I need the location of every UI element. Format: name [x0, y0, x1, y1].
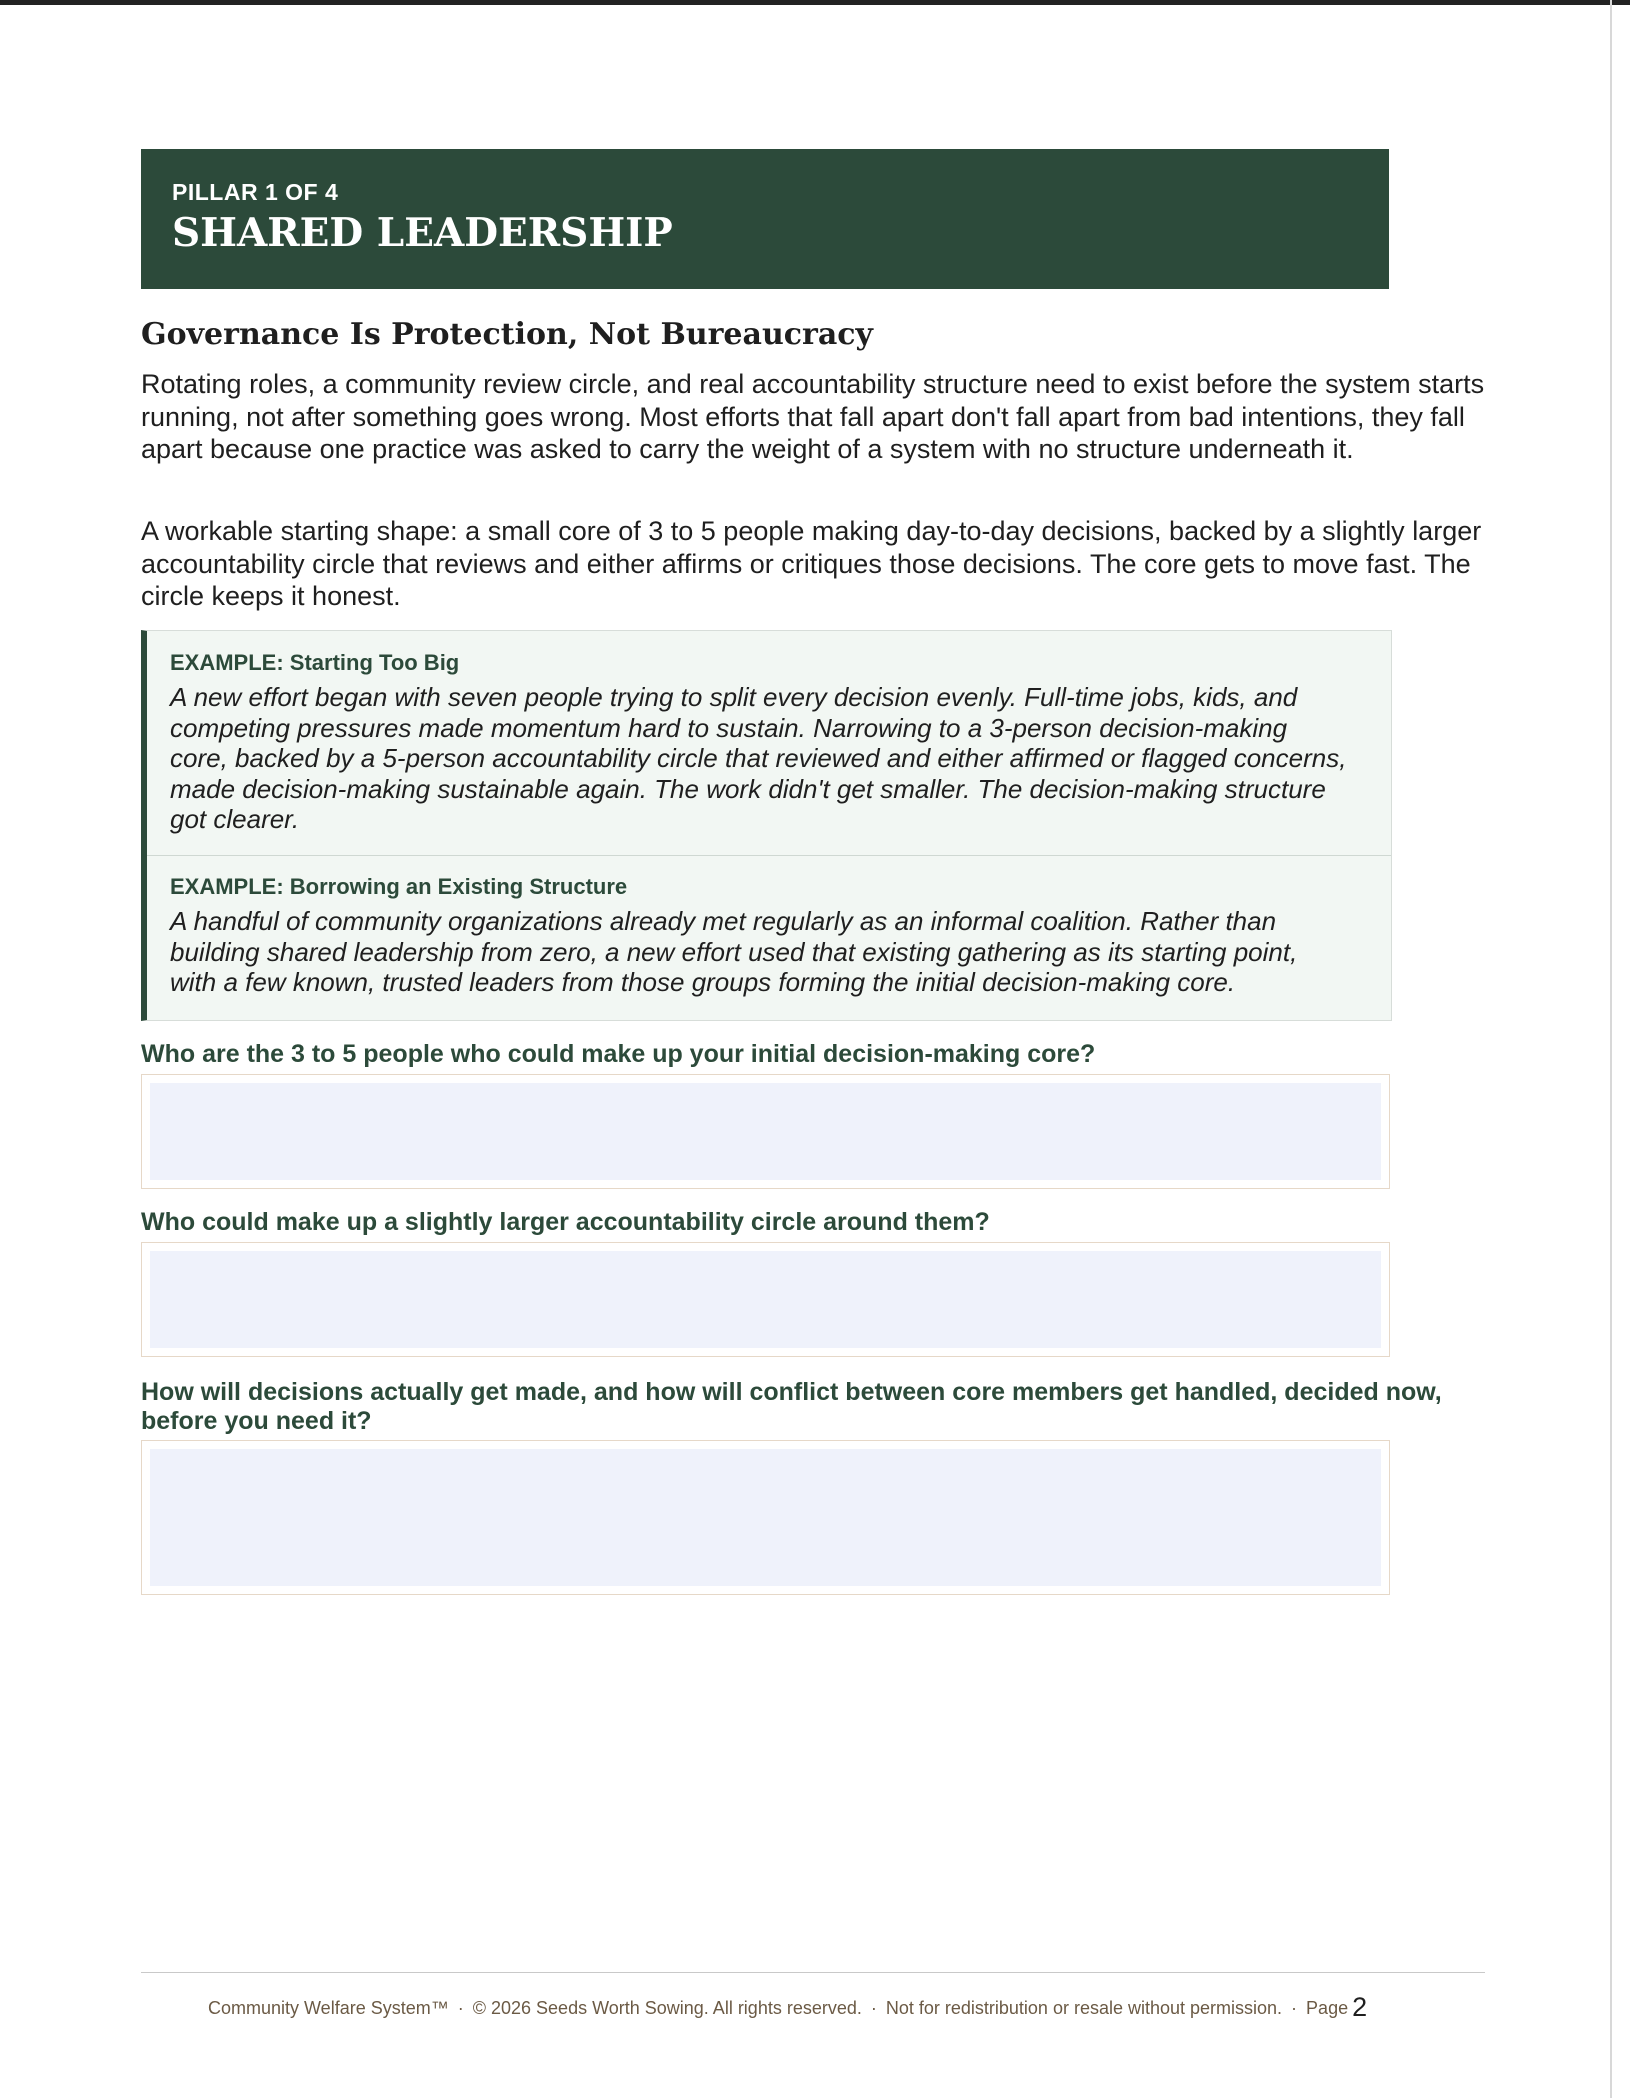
footer-separator: · — [1291, 1998, 1298, 2018]
footer-page-label: Page — [1306, 1998, 1349, 2018]
section-heading: Governance Is Protection, Not Bureaucracy — [141, 317, 873, 352]
footer-page-number: 2 — [1352, 1992, 1368, 2022]
example-text: A new effort began with seven people trying to split every decision evenly. Full-time jobs, kids, and competing pressures made momentum hard to sustain. Narrowing to a 3-person decision-making core, backed by a 5-person accountability circle that reviewed and either affirmed or flagged concerns, made decision-making sustainable again. The work didn't get smaller. The decision-making structure got clearer. — [170, 682, 1347, 834]
pillar-title: SHARED LEADERSHIP — [172, 210, 673, 256]
footer-brand: Community Welfare System™ — [208, 1998, 449, 2018]
answer-field-decision-conflict[interactable] — [150, 1449, 1381, 1586]
example-text: A handful of community organizations already met regularly as an informal coalition. Rather than building shared leadership from zero, a new effort used that existing gathering as its starting point, with a few known, trusted leaders from those groups forming the initial decision-making core. — [170, 906, 1298, 997]
example-label: EXAMPLE: Starting Too Big — [170, 650, 460, 675]
page-edge — [1610, 0, 1612, 2098]
footer-copyright: © 2026 Seeds Worth Sowing. All rights reserved. — [472, 1998, 862, 2018]
answer-box-decision-conflict — [141, 1440, 1390, 1595]
footer-separator: · — [870, 1998, 877, 2018]
question-decision-conflict: How will decisions actually get made, and how will conflict between core members get handled, decided now, before you need it? — [141, 1378, 1442, 1435]
footer-divider — [141, 1972, 1485, 1973]
example-label: EXAMPLE: Borrowing an Existing Structure — [170, 874, 628, 899]
pillar-kicker: PILLAR 1 OF 4 — [172, 179, 339, 205]
question-accountability-circle: Who could make up a slightly larger accountability circle around them? — [141, 1208, 990, 1236]
intro-paragraph-1: Rotating roles, a community review circle, and real accountability structure need to exist before the system starts running, not after something goes wrong. Most efforts that fall apart don't fall apart from bad intentions, they fall apart because one practice was asked to carry the weight of a system with no structure underneath it. — [141, 369, 1485, 464]
intro-paragraph-2: A workable starting shape: a small core of 3 to 5 people making day-to-day decisions, backed by a slightly larger accountability circle that reviews and either affirms or critiques those decisions. The core gets to move fast. The circle keeps it honest. — [141, 516, 1482, 611]
example-borrowing-structure — [147, 855, 1391, 998]
answer-field-accountability-circle[interactable] — [150, 1251, 1381, 1348]
question-decision-core: Who are the 3 to 5 people who could make up your initial decision-making core? — [141, 1040, 1096, 1068]
pillar-header-banner — [141, 149, 1389, 289]
example-starting-too-big — [147, 649, 1391, 835]
answer-box-decision-core — [141, 1074, 1390, 1189]
answer-box-accountability-circle — [141, 1242, 1390, 1357]
footer-separator: · — [457, 1998, 464, 2018]
footer-notice: Not for redistribution or resale without permission. — [885, 1998, 1283, 2018]
page-footer — [208, 1993, 1367, 2022]
examples-callout — [141, 630, 1392, 1021]
answer-field-decision-core[interactable] — [150, 1083, 1381, 1180]
top-border — [0, 0, 1630, 5]
